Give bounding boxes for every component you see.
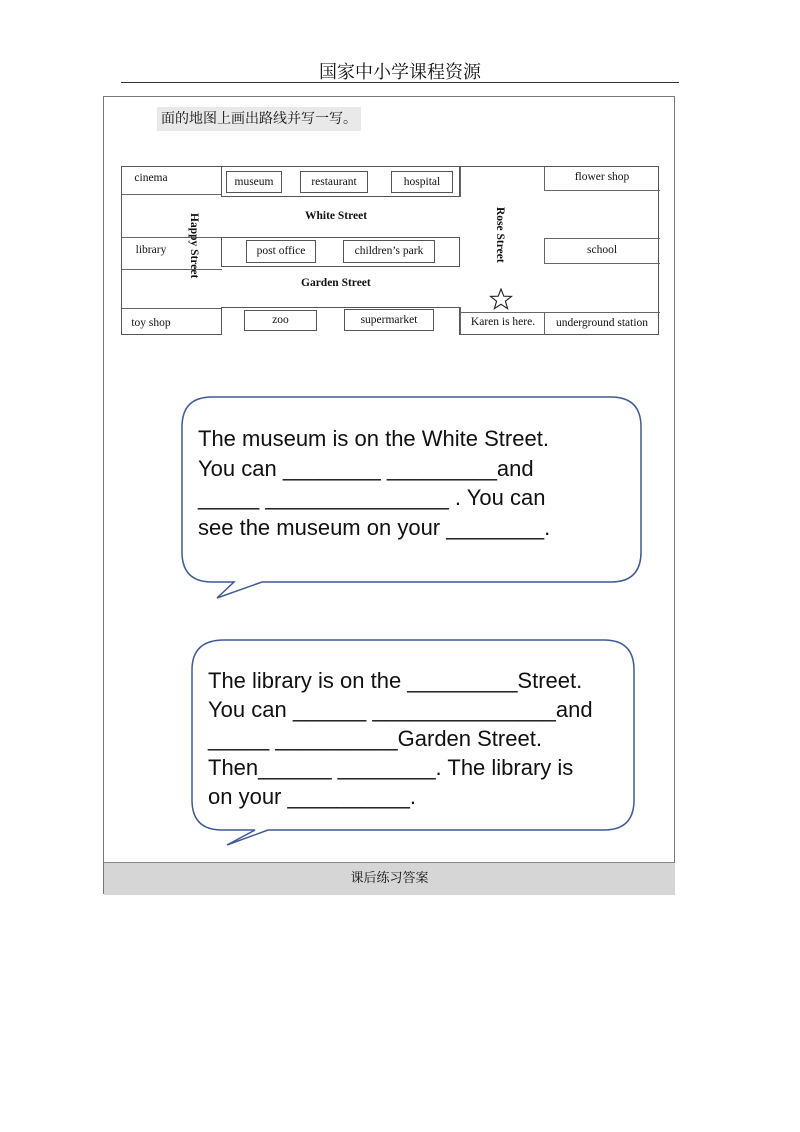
instruction-text: 面的地图上画出路线并写一写。 — [157, 107, 361, 131]
place-hospital: hospital — [391, 171, 453, 193]
street-happy: Happy Street — [188, 213, 200, 279]
bubble-2-line: Then______ ________. The library is — [208, 755, 574, 780]
bubble-2-line: You can ______ _______________and — [208, 697, 593, 722]
place-supermarket: supermarket — [344, 309, 434, 331]
page-header-title: 国家中小学课程资源 — [319, 62, 481, 83]
place-zoo: zoo — [244, 310, 317, 331]
bubble-1-line: see the museum on your ________. — [198, 514, 551, 540]
place-toy-shop: toy shop — [131, 317, 171, 329]
place-school: school — [586, 244, 618, 256]
bubble-1-line: The museum is on the White Street. — [198, 426, 549, 451]
place-flower-shop: flower shop — [574, 171, 630, 183]
bubble-2-line: The library is on the _________Street. — [208, 668, 583, 693]
place-underground-station: underground station — [555, 317, 649, 329]
street-white: White Street — [305, 210, 368, 222]
bubble-1-text — [198, 424, 550, 542]
street-rose: Rose Street — [494, 207, 506, 263]
bubble-1-line: _____ _______________ . You can — [198, 485, 546, 510]
footer-bar: 课后练习答案 — [104, 862, 675, 895]
street-garden: Garden Street — [301, 277, 371, 289]
bubble-1-line: You can ________ _________and — [198, 455, 534, 481]
place-restaurant: restaurant — [300, 171, 368, 193]
place-museum: museum — [226, 171, 282, 193]
place-library: library — [135, 244, 167, 256]
bubble-2-line: on your __________. — [208, 784, 416, 809]
bubble-2-line: _____ __________Garden Street. — [208, 726, 542, 751]
place-childrens-park: children’s park — [343, 240, 435, 263]
karen-label: Karen is here. — [470, 316, 536, 328]
bubble-2-text — [208, 666, 593, 811]
place-post-office: post office — [246, 240, 316, 263]
place-cinema: cinema — [134, 172, 168, 184]
